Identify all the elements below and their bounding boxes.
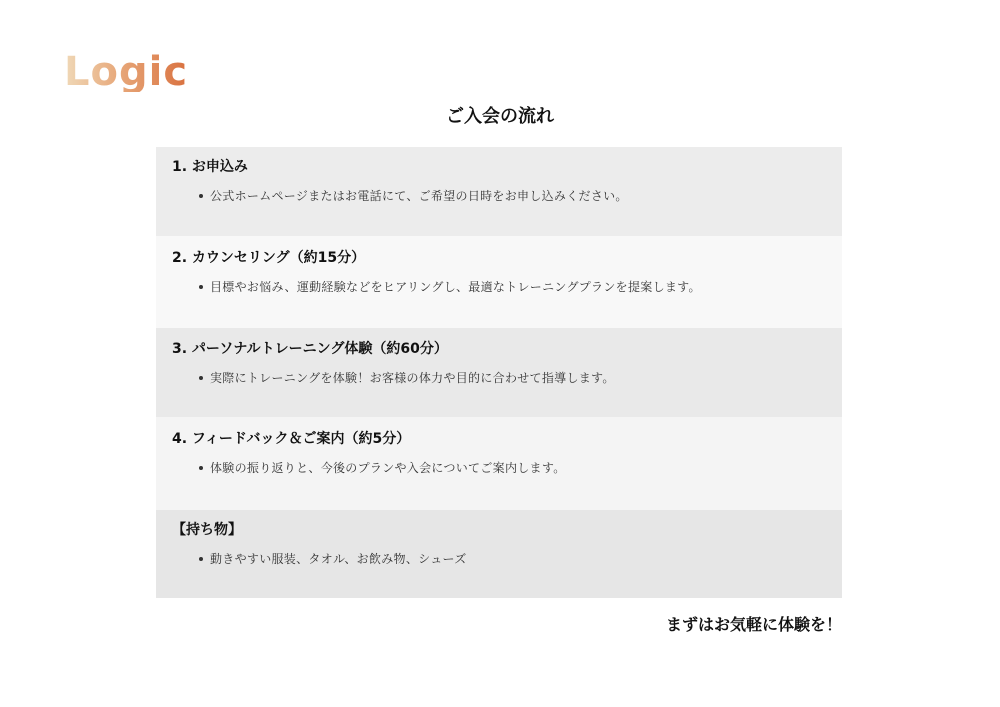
step-heading: 1. お申込み	[172, 159, 248, 175]
steps-list	[156, 147, 842, 598]
step-details	[172, 460, 826, 476]
step-heading: 2. カウンセリング（約15分）	[172, 250, 366, 266]
list-item: 体験の振り返りと、今後のプランや入会についてご案内します。	[210, 460, 826, 476]
step-details	[172, 188, 826, 204]
step-feedback	[156, 417, 842, 510]
page-title: ご入会の流れ	[446, 106, 554, 127]
step-details	[172, 370, 826, 386]
logo: Logic	[64, 49, 189, 95]
step-heading: 【持ち物】	[172, 522, 242, 538]
list-item: 目標やお悩み、運動経験などをヒアリングし、最適なトレーニングプランを提案します。	[210, 279, 826, 295]
step-details	[172, 551, 826, 567]
step-trial-training	[156, 328, 842, 417]
list-item: 動きやすい服装、タオル、お飲み物、シューズ	[210, 551, 826, 567]
step-details	[172, 279, 826, 295]
belongings-section	[156, 510, 842, 598]
step-application	[156, 147, 842, 236]
list-item: 公式ホームページまたはお電話にて、ご希望の日時をお申し込みください。	[210, 188, 826, 204]
step-heading: 4. フィードバック＆ご案内（約5分）	[172, 431, 411, 447]
step-heading: 3. パーソナルトレーニング体験（約60分）	[172, 341, 448, 357]
list-item: 実際にトレーニングを体験！お客様の体力や目的に合わせて指導します。	[210, 370, 826, 386]
closing-message: まずはお気軽に体験を！	[665, 615, 842, 634]
step-counseling	[156, 236, 842, 328]
